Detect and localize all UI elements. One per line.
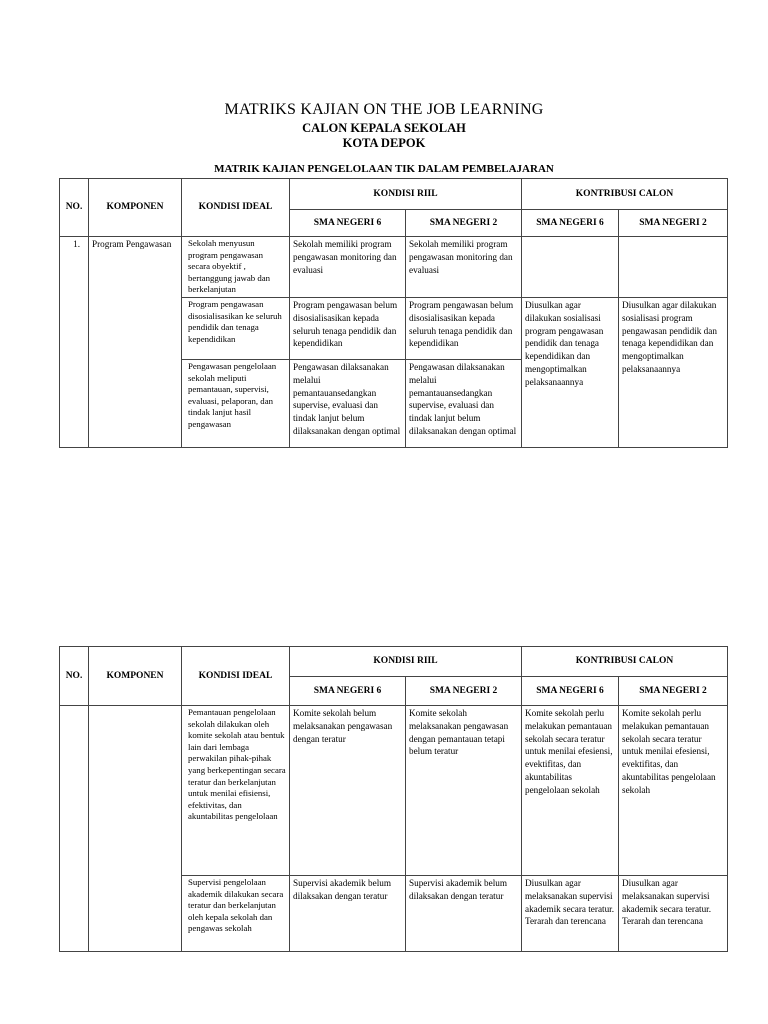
document-location: KOTA DEPOK [342, 136, 426, 150]
header-komponen: KOMPONEN [89, 179, 182, 237]
cell-kondisi-ideal: Supervisi pengelolaan akademik dilakukan secara teratur dan berkelanjutan oleh kepala sekolah dan pengawas sekolah [182, 876, 290, 952]
cell-kontribusi-sma6-empty [522, 237, 619, 298]
header-kontribusi-sma6: SMA NEGERI 6 [522, 210, 619, 237]
table-row [60, 706, 728, 876]
header-kontribusi-calon: KONTRIBUSI CALON [522, 647, 728, 677]
cell-riil-sma2: Komite sekolah melaksanakan pengawasan dengan pemantauan tetapi belum teratur [406, 706, 522, 876]
cell-kondisi-ideal: Pemantauan pengelolaan sekolah dilakukan oleh komite sekolah atau bentuk lain dari lembaga perwakilan pihak-pihak yang berkepentingan secara teratur dan berkelanjutan untuk menilai efisiensi, efektivitas, dan akuntabilitas pengelolaan [182, 706, 290, 876]
header-kondisi-riil: KONDISI RIIL [290, 647, 522, 677]
header-no: NO. [60, 647, 89, 706]
matrix-table-2 [59, 646, 728, 952]
cell-kontribusi-sma6: Diusulkan agar melaksanakan supervisi akademik secara teratur. Terarah dan terencana [522, 876, 619, 952]
cell-kontribusi-sma2: Diusulkan agar dilakukan sosialisasi program pengawasan pendidik dan tenaga kependidikan dan mengoptimalkan pelaksanaannya [619, 297, 728, 447]
header-riil-sma2: SMA NEGERI 2 [406, 210, 522, 237]
row-komponen: Program Pengawasan [89, 237, 182, 448]
cell-riil-sma2: Program pengawasan belum disosialisasikan kepada seluruh tenaga pendidik dan kependidikan [406, 297, 522, 359]
header-kondisi-riil: KONDISI RIIL [290, 179, 522, 210]
matrix-title: MATRIK KAJIAN PENGELOLAAN TIK DALAM PEMBELAJARAN [214, 163, 554, 175]
header-riil-sma2: SMA NEGERI 2 [406, 677, 522, 706]
header-kontribusi-calon: KONTRIBUSI CALON [522, 179, 728, 210]
cell-riil-sma2: Supervisi akademik belum dilaksakan dengan teratur [406, 876, 522, 952]
header-kontribusi-sma2: SMA NEGERI 2 [619, 210, 728, 237]
row-komponen-empty [89, 706, 182, 952]
header-komponen: KOMPONEN [89, 647, 182, 706]
cell-kontribusi-sma2: Diusulkan agar melaksanakan supervisi akademik secara teratur. Terarah dan terencana [619, 876, 728, 952]
cell-kontribusi-sma2-empty [619, 237, 728, 298]
header-riil-sma6: SMA NEGERI 6 [290, 210, 406, 237]
header-kontribusi-sma6: SMA NEGERI 6 [522, 677, 619, 706]
header-kondisi-ideal: KONDISI IDEAL [182, 647, 290, 706]
header-riil-sma6: SMA NEGERI 6 [290, 677, 406, 706]
cell-riil-sma6: Pengawasan dilaksanakan melalui pemantauansedangkan supervise, evaluasi dan tindak lanjut belum dilaksanakan dengan optimal [290, 359, 406, 447]
row-number: 1. [60, 237, 89, 448]
row-number-empty [60, 706, 89, 952]
cell-riil-sma6: Sekolah memiliki program pengawasan monitoring dan evaluasi [290, 237, 406, 298]
cell-kondisi-ideal: Sekolah menyusun program pengawasan secara obyektif , bertanggung jawab dan berkelanjutan [182, 237, 290, 298]
cell-kondisi-ideal: Program pengawasan disosialisasikan ke seluruh pendidik dan tenaga kependidikan [182, 297, 290, 359]
header-kontribusi-sma2: SMA NEGERI 2 [619, 677, 728, 706]
document-title: MATRIKS KAJIAN ON THE JOB LEARNING [224, 101, 544, 118]
cell-kondisi-ideal: Pengawasan pengelolaan sekolah meliputi pemantauan, supervisi, evaluasi, pelaporan, dan tindak lanjut hasil pengawasan [182, 359, 290, 447]
cell-riil-sma2: Sekolah memiliki program pengawasan monitoring dan evaluasi [406, 237, 522, 298]
cell-riil-sma6: Supervisi akademik belum dilaksakan dengan teratur [290, 876, 406, 952]
header-kondisi-ideal: KONDISI IDEAL [182, 179, 290, 237]
table-row [60, 237, 728, 298]
cell-riil-sma2: Pengawasan dilaksanakan melalui pemantauansedangkan supervise, evaluasi dan tindak lanjut belum dilaksanakan dengan optimal [406, 359, 522, 447]
document-subtitle: CALON KEPALA SEKOLAH [302, 121, 466, 135]
cell-riil-sma6: Program pengawasan belum disosialisasikan kepada seluruh tenaga pendidik dan kependidikan [290, 297, 406, 359]
cell-riil-sma6: Komite sekolah belum melaksanakan pengawasan dengan teratur [290, 706, 406, 876]
cell-kontribusi-sma6: Diusulkan agar dilakukan sosialisasi program pengawasan pendidik dan tenaga kependidikan dan mengoptimalkan pelaksanaannya [522, 297, 619, 447]
header-no: NO. [60, 179, 89, 237]
cell-kontribusi-sma6: Komite sekolah perlu melakukan pemantauan sekolah secara teratur untuk menilai efesiensi, evektifitas, dan akuntabilitas pengelolaan sekolah [522, 706, 619, 876]
cell-kontribusi-sma2: Komite sekolah perlu melakukan pemantauan sekolah secara teratur untuk menilai efesiensi, evektifitas, dan akuntabilitas pengelolaan sekolah [619, 706, 728, 876]
matrix-table-1 [59, 178, 728, 448]
